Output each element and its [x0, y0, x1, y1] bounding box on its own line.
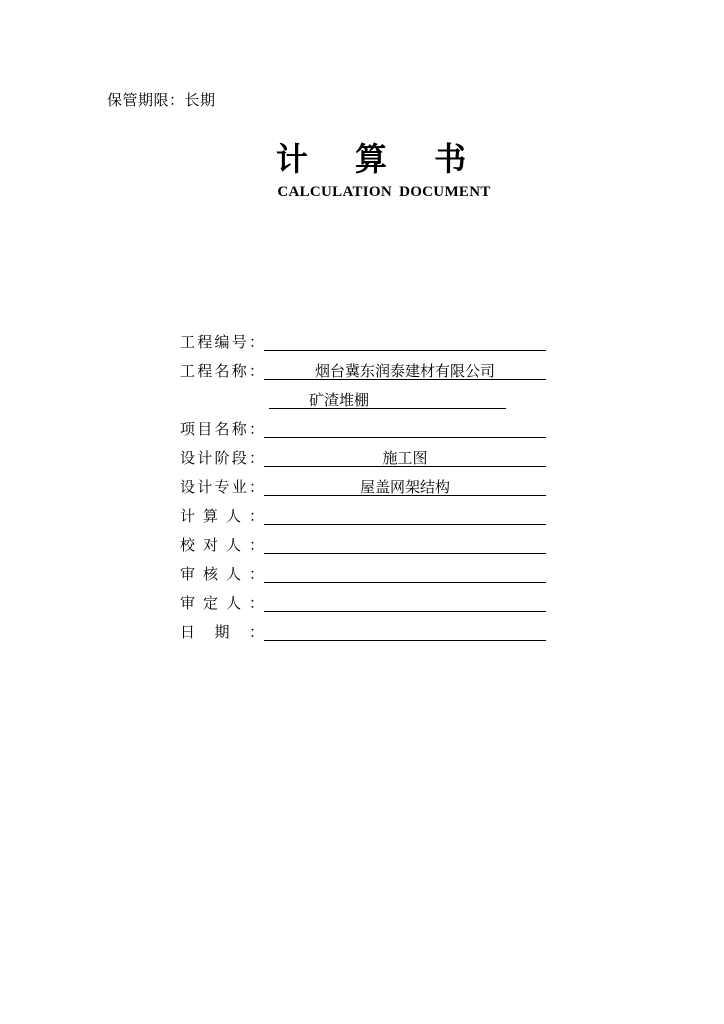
- field-label: 校 对 人 ：: [180, 536, 264, 554]
- field-item-name: [180, 415, 546, 444]
- field-underline: [264, 640, 546, 641]
- field-label: 工 程 名 称 ：: [180, 362, 264, 380]
- field-calculated-by: [180, 502, 546, 531]
- field-underline: [264, 350, 546, 351]
- retention-period: 保管期限：长期: [107, 91, 216, 109]
- field-value: 烟台冀东润泰建材有限公司: [314, 362, 495, 380]
- field-value: 屋盖网架结构: [359, 478, 450, 496]
- field-checked-by: [180, 531, 546, 560]
- field-date: [180, 618, 546, 647]
- field-underline: [264, 437, 546, 438]
- field-label: 工 程 编 号 ：: [180, 333, 264, 351]
- field-label: 设 计 专 业 ：: [180, 478, 264, 496]
- field-design-stage: [180, 444, 546, 473]
- field-label: 设 计 阶 段 ：: [180, 449, 264, 467]
- field-approved-by: [180, 589, 546, 618]
- info-form: [180, 328, 546, 647]
- field-project-number: [180, 328, 546, 357]
- document-title: 计 算 书: [275, 140, 485, 178]
- field-design-discipline: [180, 473, 546, 502]
- document-subtitle: CALCULATION DOCUMENT: [277, 184, 491, 200]
- field-label: 项 目 名 称 ：: [180, 420, 264, 438]
- field-label: 审 定 人 ：: [180, 594, 264, 612]
- field-underline: [264, 524, 546, 525]
- field-underline: [264, 611, 546, 612]
- field-value: 矿渣堆棚: [309, 391, 370, 409]
- field-project-name-continued: [180, 386, 546, 415]
- field-project-name: [180, 357, 546, 386]
- field-label: 计 算 人 ：: [180, 507, 264, 525]
- field-label: 日 期 ：: [180, 623, 264, 641]
- field-label: 审 核 人 ：: [180, 565, 264, 583]
- field-reviewed-by: [180, 560, 546, 589]
- field-underline: [264, 582, 546, 583]
- field-value: 施工图: [382, 449, 428, 467]
- field-underline: [264, 553, 546, 554]
